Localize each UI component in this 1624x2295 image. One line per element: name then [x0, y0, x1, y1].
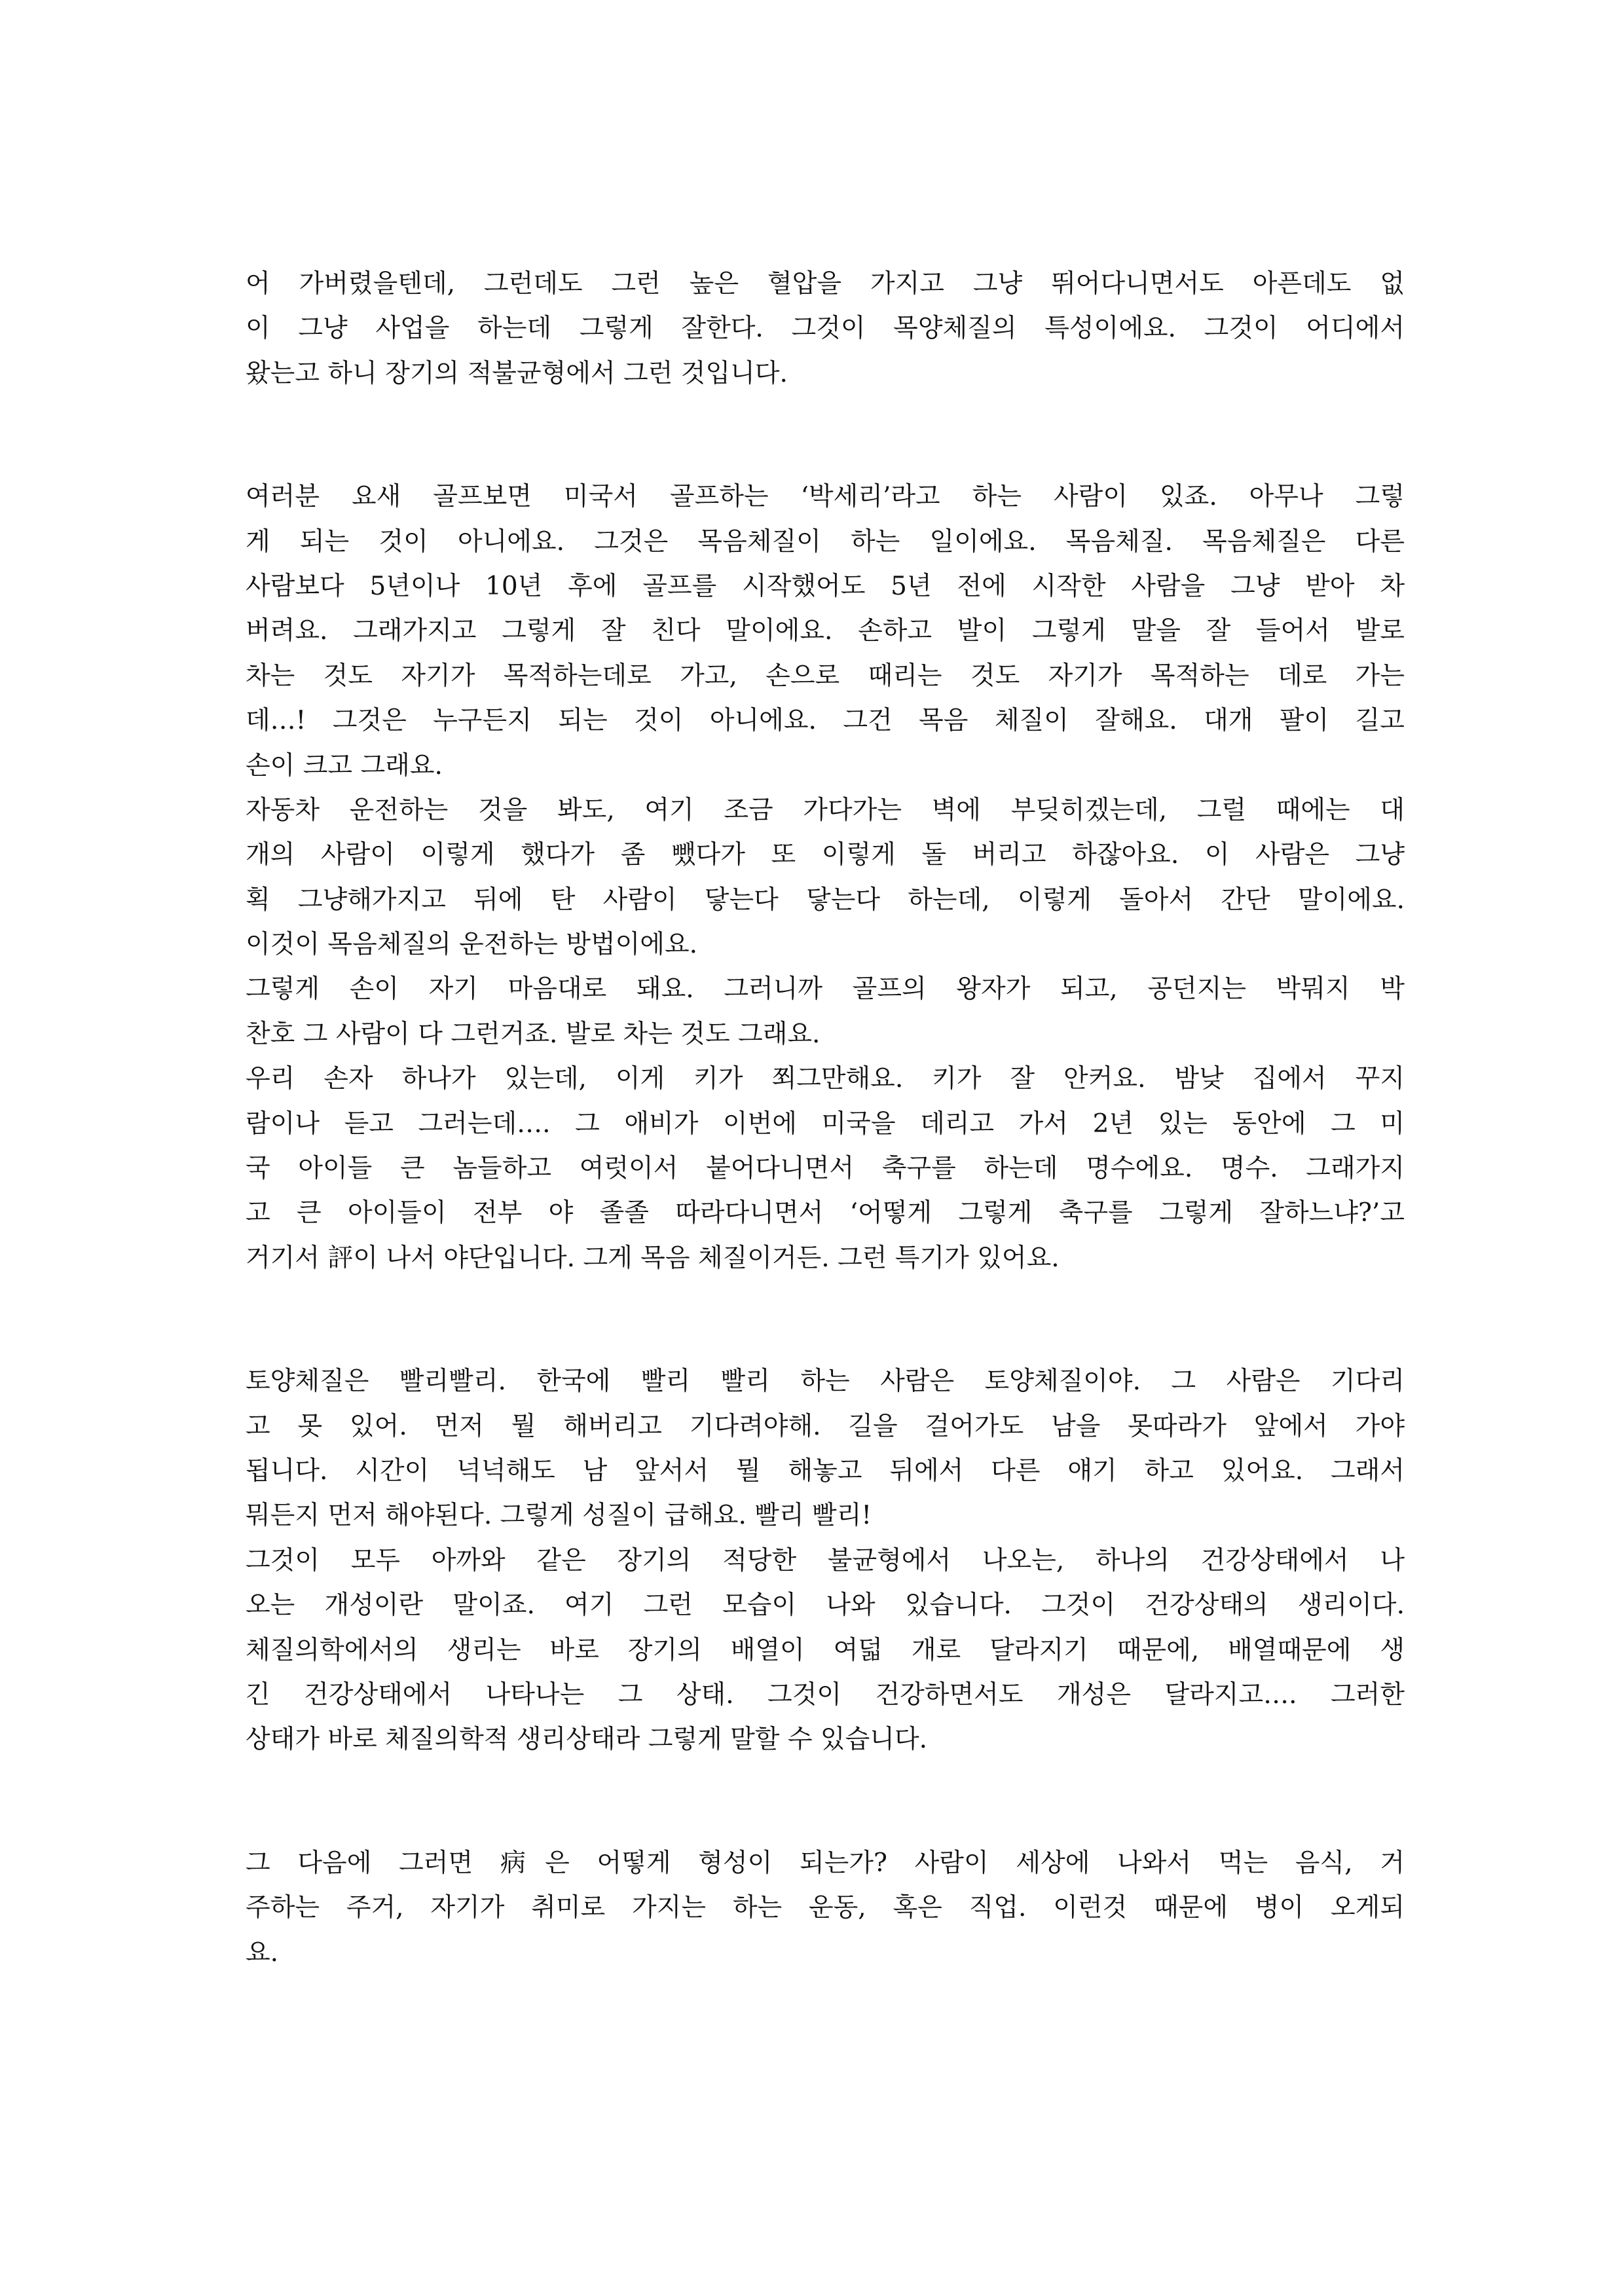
text-line: 뭐든지 먼저 해야된다. 그렇게 성질이 급해요. 빨리 빨리! [246, 1501, 872, 1531]
text-line: 요. [246, 1937, 279, 1968]
text-line: 데…! 그것은 누구든지 되는 것이 아니에요. 그건 목음 체질이 잘해요. 대개 팔이 길고 [246, 706, 1405, 736]
text-line: 고 못 있어. 먼저 뭘 해버리고 기다려야해. 길을 걸어가도 남을 못따라가 앞에서 가야 [246, 1411, 1405, 1441]
paragraph-1 [246, 262, 1405, 396]
text-line: 손이 크고 그래요. [246, 750, 443, 780]
text-line: 국 아이들 큰 놈들하고 여럿이서 붙어다니면서 축구를 하는데 명수에요. 명수. 그래가지 [246, 1154, 1405, 1184]
text-line: 이것이 목음체질의 운전하는 방법이에요. [246, 930, 698, 960]
text-line: 사람보다 5년이나 10년 후에 골프를 시작했어도 5년 전에 시작한 사람을 그냥 받아 차 [246, 571, 1405, 601]
text-line: 그 다음에 그러면 病은 어떻게 형성이 되는가? 사람이 세상에 나와서 먹는 음식, 거 [246, 1848, 1405, 1878]
text-line: 그것이 모두 아까와 같은 장기의 적당한 불균형에서 나오는, 하나의 건강상태에서 나 [246, 1545, 1405, 1575]
text-line: 이 그냥 사업을 하는데 그렇게 잘한다. 그것이 목양체질의 특성이에요. 그것이 어디에서 [246, 314, 1405, 344]
text-line: 왔는고 하니 장기의 적불균형에서 그런 것입니다. [246, 358, 788, 388]
paragraph-2 [246, 475, 1405, 1281]
paragraph-gap [246, 1763, 1405, 1841]
text-line: 획 그냥해가지고 뒤에 탄 사람이 닿는다 닿는다 하는데, 이렇게 돌아서 간단 말이에요. [246, 885, 1405, 915]
text-line: 어 가버렸을텐데, 그런데도 그런 높은 혈압을 가지고 그냥 뛰어다니면서도 아픈데도 없 [246, 269, 1405, 299]
text-line: 버려요. 그래가지고 그렇게 잘 친다 말이에요. 손하고 발이 그렇게 말을 잘 들어서 발로 [246, 616, 1405, 646]
text-line: 됩니다. 시간이 넉넉해도 남 앞서서 뭘 해놓고 뒤에서 다른 얘기 하고 있어요. 그래서 [246, 1456, 1405, 1486]
paragraph-gap [246, 396, 1405, 475]
text-line: 여러분 요새 골프보면 미국서 골프하는 ‘박세리’라고 하는 사람이 있죠. 아무나 그렇 [246, 482, 1405, 512]
text-line: 그렇게 손이 자기 마음대로 돼요. 그러니까 골프의 왕자가 되고, 공던지는 박뭐지 박 [246, 974, 1405, 1004]
text-line: 주하는 주거, 자기가 취미로 가지는 하는 운동, 혹은 직업. 이런것 때문에 병이 오게되 [246, 1893, 1405, 1923]
text-line: 개의 사람이 이렇게 했다가 좀 뺐다가 또 이렇게 돌 버리고 하잖아요. 이 사람은 그냥 [246, 840, 1405, 870]
text-line: 상태가 바로 체질의학적 생리상태라 그렇게 말할 수 있습니다. [246, 1725, 928, 1755]
text-line: 거기서 評이 나서 야단입니다. 그게 목음 체질이거든. 그런 특기가 있어요. [246, 1243, 1060, 1273]
paragraph-4 [246, 1841, 1405, 1975]
text-line: 긴 건강상태에서 나타나는 그 상태. 그것이 건강하면서도 개성은 달라지고…. 그러한 [246, 1680, 1405, 1710]
paragraph-3 [246, 1359, 1405, 1763]
text-line: 체질의학에서의 생리는 바로 장기의 배열이 여덟 개로 달라지기 때문에, 배열때문에 생 [246, 1635, 1405, 1665]
text-line: 오는 개성이란 말이죠. 여기 그런 모습이 나와 있습니다. 그것이 건강상태의 생리이다. [246, 1590, 1405, 1621]
text-line: 토양체질은 빨리빨리. 한국에 빨리 빨리 하는 사람은 토양체질이야. 그 사람은 기다리 [246, 1367, 1405, 1397]
text-line: 우리 손자 하나가 있는데, 이게 키가 쬐그만해요. 키가 잘 안커요. 밤낮 집에서 꾸지 [246, 1064, 1405, 1094]
paragraph-gap [246, 1281, 1405, 1359]
document-page [246, 262, 1405, 1975]
text-line: 고 큰 아이들이 전부 야 졸졸 따라다니면서 ‘어떻게 그렇게 축구를 그렇게 잘하느냐?’고 [246, 1198, 1405, 1228]
text-line: 찬호 그 사람이 다 그런거죠. 발로 차는 것도 그래요. [246, 1019, 821, 1049]
text-line: 람이나 듣고 그러는데…. 그 애비가 이번에 미국을 데리고 가서 2년 있는 동안에 그 미 [246, 1109, 1405, 1139]
text-line: 게 되는 것이 아니에요. 그것은 목음체질이 하는 일이에요. 목음체질. 목음체질은 다른 [246, 526, 1405, 557]
text-line: 차는 것도 자기가 목적하는데로 가고, 손으로 때리는 것도 자기가 목적하는 데로 가는 [246, 661, 1405, 691]
text-line: 자동차 운전하는 것을 봐도, 여기 조금 가다가는 벽에 부딪히겠는데, 그럴 때에는 대 [246, 795, 1405, 825]
